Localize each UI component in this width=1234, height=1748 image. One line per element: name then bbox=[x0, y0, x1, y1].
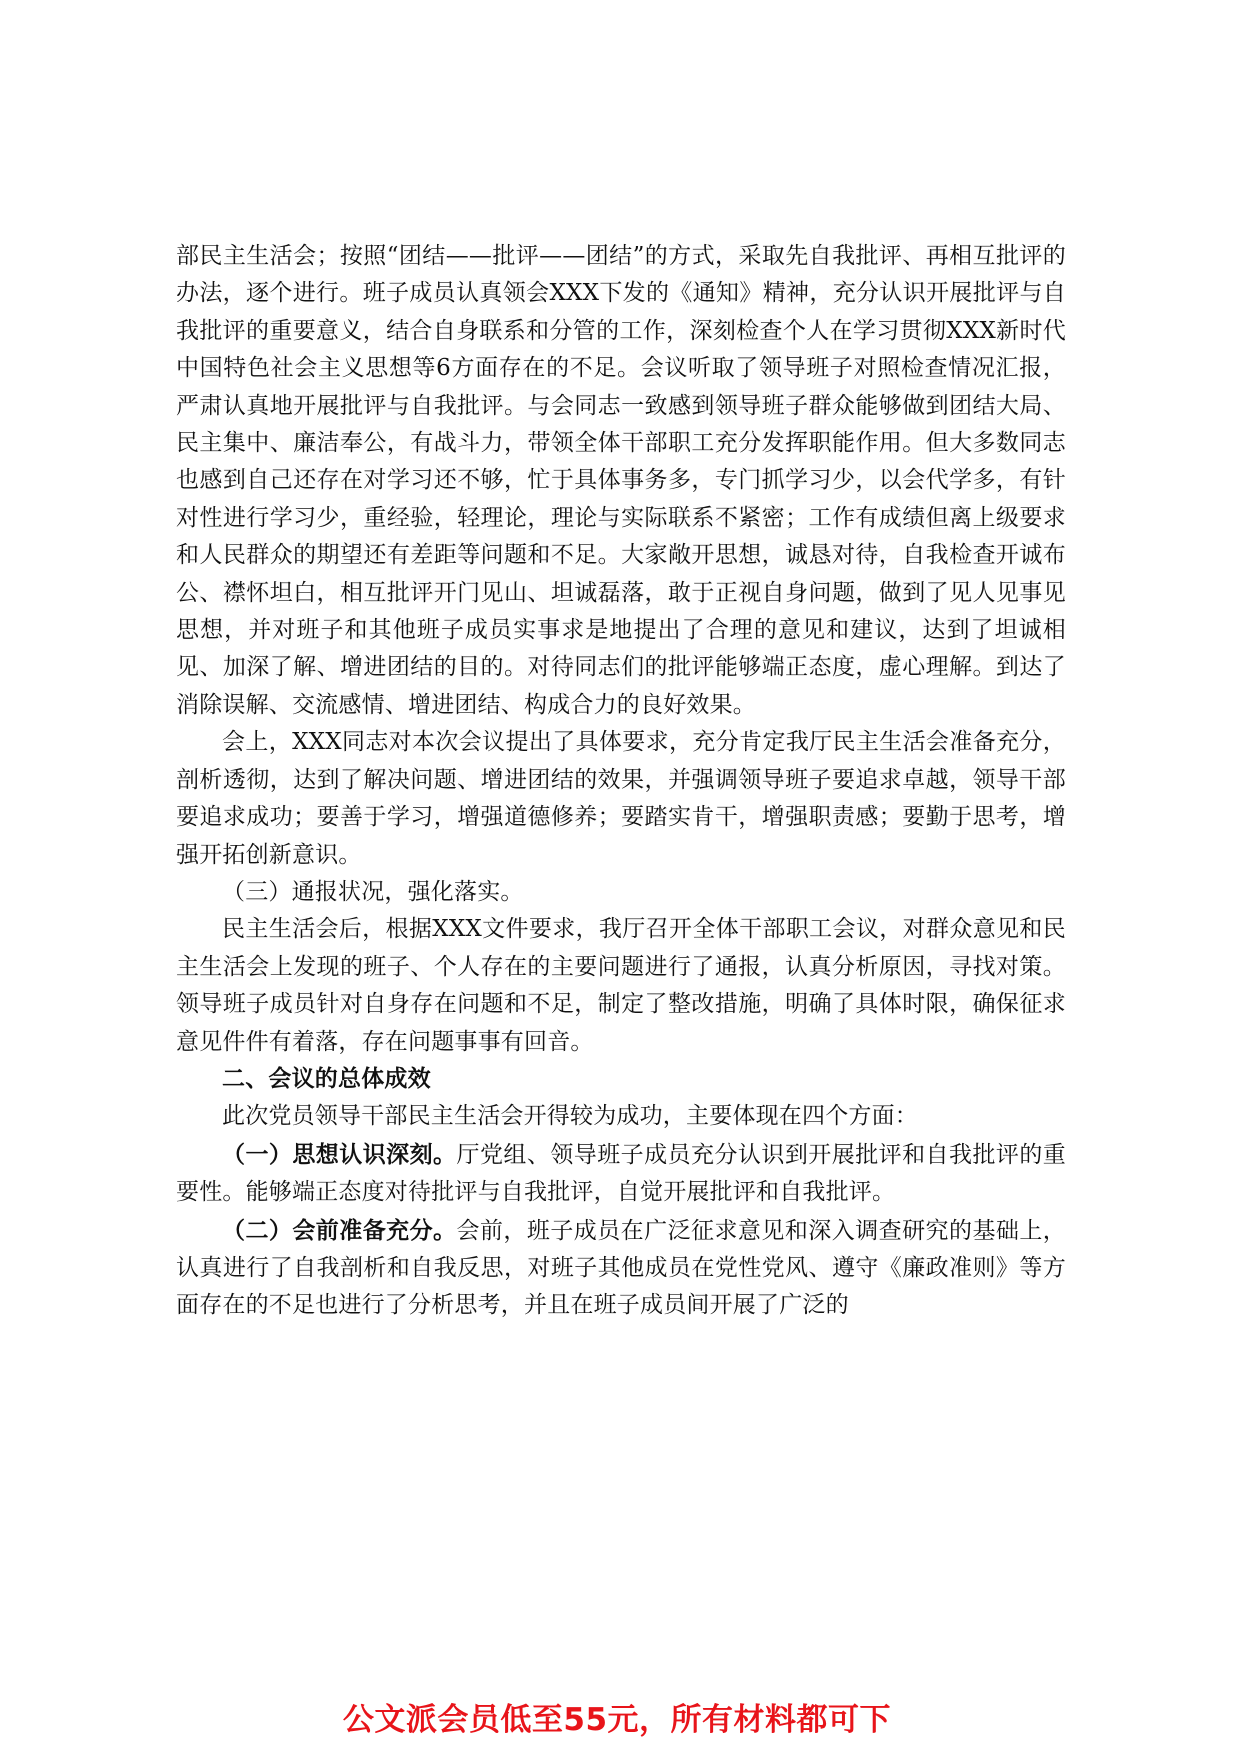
paragraph-after-meeting: 民主生活会后，根据XXX文件要求，我厅召开全体干部职工会议，对群众意见和民主生活会上发现的班子、个人存在的主要问题进行了通报，认真分析原因，寻找对策。领导班子成员针对自身存在问题和不足，制定了整改措施，明确了具体时限，确保征求意见件件有着落，存在问题事事有回音。 bbox=[176, 916, 1066, 1055]
document-body bbox=[176, 238, 1066, 1325]
paragraph-result-2 bbox=[176, 1212, 1066, 1325]
result-2-text: 会前，班子成员在广泛征求意见和深入调查研究的基础上，认真进行了自我剖析和自我反思，对班子其他成员在党性党风、遵守《廉政准则》等方面存在的不足也进行了分析思考，并且在班子成员间开展了广泛的 bbox=[176, 1217, 1066, 1319]
footer-promo-banner: 公文派会员低至55元，所有材料都可下 bbox=[342, 1702, 892, 1738]
paragraph-meeting-requirements: 会上，XXX同志对本次会议提出了具体要求，充分肯定我厅民主生活会准备充分，剖析透彻，达到了解决问题、增进团结的效果，并强调领导班子要追求卓越，领导干部要追求成功；要善于学习，增强道德修养；要踏实肯干，增强职责感；要勤于思考，增强开拓创新意识。 bbox=[176, 729, 1066, 868]
result-1-text: 厅党组、领导班子成员充分认识到开展批评和自我批评的重要性。能够端正态度对待批评与自我批评，自觉开展批评和自我批评。 bbox=[176, 1141, 1066, 1206]
result-2-lead: （二）会前准备充分。 bbox=[222, 1216, 457, 1244]
subheading-report-status: （三）通报状况，强化落实。 bbox=[222, 878, 524, 905]
result-1-lead: （一）思想认识深刻。 bbox=[222, 1140, 457, 1168]
paragraph-result-1 bbox=[176, 1136, 1066, 1212]
paragraph-results-intro: 此次党员领导干部民主生活会开得较为成功，主要体现在四个方面： bbox=[222, 1103, 918, 1130]
section-heading-overall-results: 二、会议的总体成效 bbox=[222, 1065, 431, 1092]
paragraph-meeting-process: 部民主生活会；按照“团结——批评——团结”的方式，采取先自我批评、再相互批评的办法，逐个进行。班子成员认真领会XXX下发的《通知》精神，充分认识开展批评与自我批评的重要意义，结合自身联系和分管的工作，深刻检查个人在学习贯彻XXX新时代中国特色社会主义思想等6方面存在的不足。会议听取了领导班子对照检查情况汇报，严肃认真地开展批评与自我批评。与会同志一致感到领导班子群众能够做到团结大局、民主集中、廉洁奉公，有战斗力，带领全体干部职工充分发挥职能作用。但大多数同志也感到自己还存在对学习还不够，忙于具体事务多，专门抓学习少，以会代学多，有针对性进行学习少，重经验，轻理论，理论与实际联系不紧密；工作有成绩但离上级要求和人民群众的期望还有差距等问题和不足。大家敞开思想，诚恳对待，自我检查开诚布公、襟怀坦白，相互批评开门见山、坦诚磊落，敢于正视自身问题，做到了见人见事见思想，并对班子和其他班子成员实事求是地提出了合理的意见和建议，达到了坦诚相见、加深了解、增进团结的目的。对待同志们的批评能够端正态度，虚心理解。到达了消除误解、交流感情、增进团结、构成合力的良好效果。 bbox=[176, 243, 1066, 718]
